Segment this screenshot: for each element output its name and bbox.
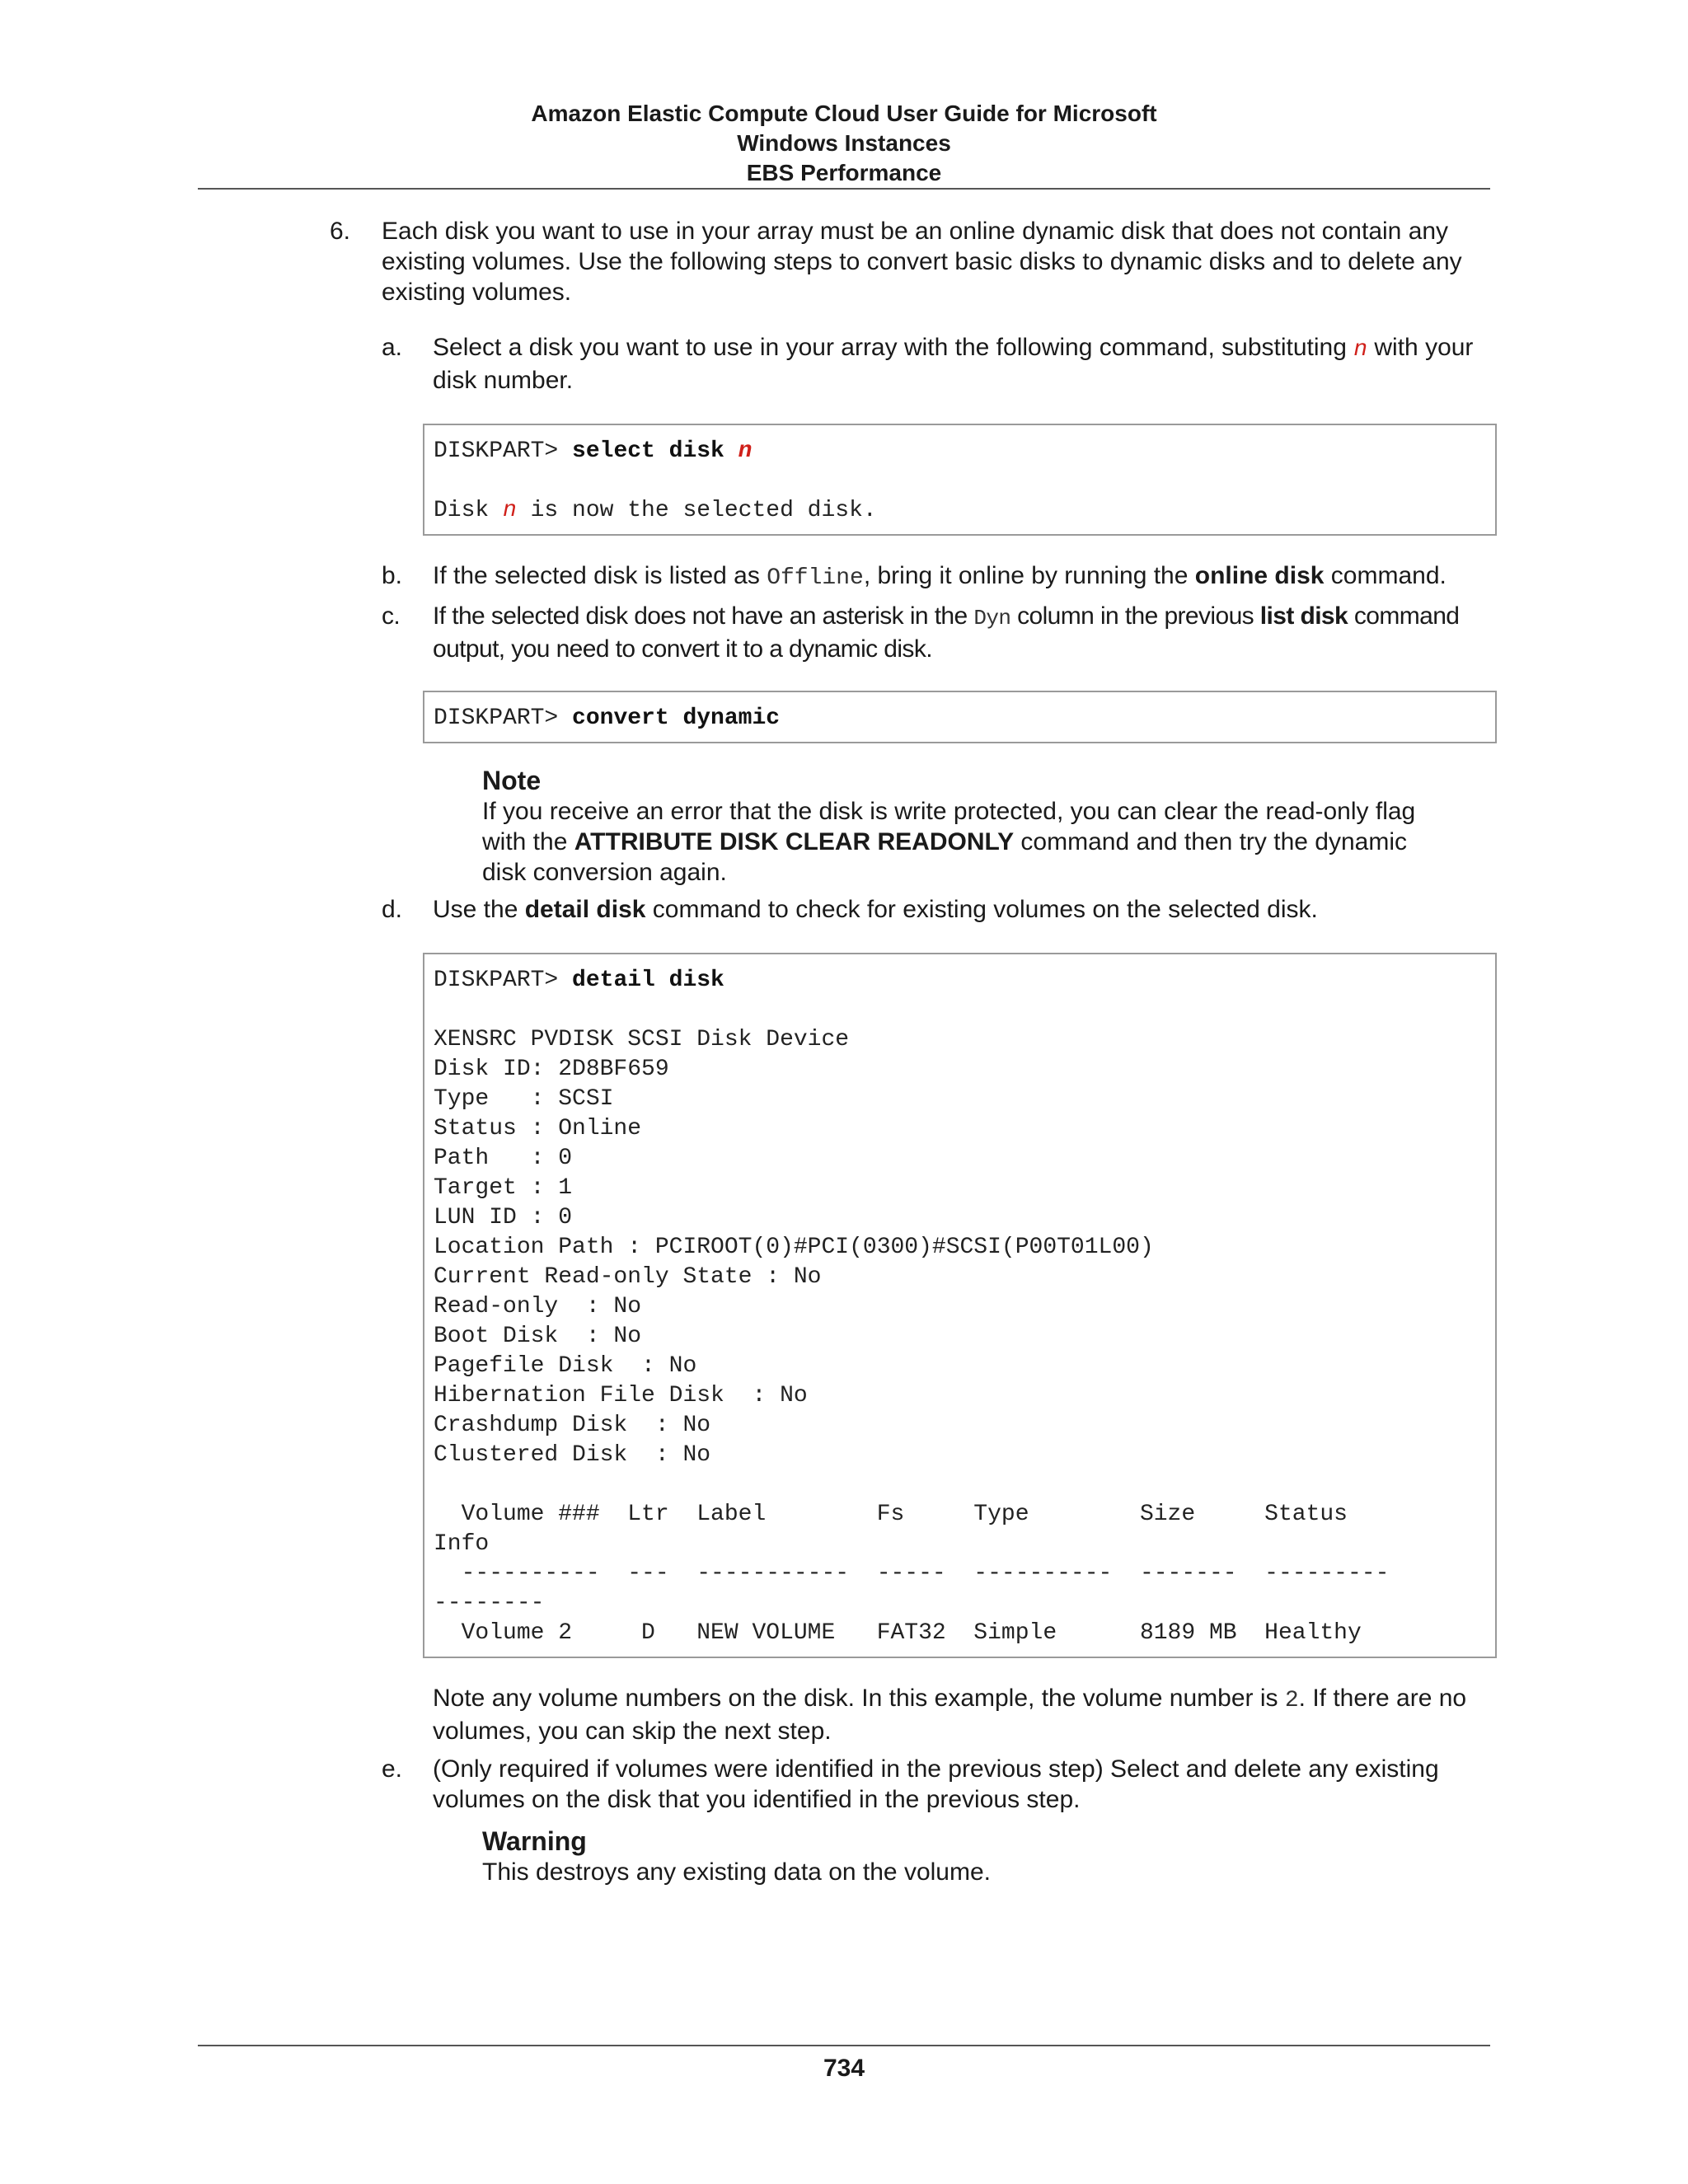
step-a-text xyxy=(433,332,1500,396)
step-a-text-before: Select a disk you want to use in your array with the following command, substituting xyxy=(433,334,1354,361)
step-c-marker: c. xyxy=(382,602,401,630)
code-output-line: Location Path : PCIROOT(0)#PCI(0300)#SCSI(P00T01L00) xyxy=(434,1235,1154,1260)
step-6 xyxy=(330,216,1500,307)
code-output-line: LUN ID : 0 xyxy=(434,1205,573,1230)
header-title-line1: Amazon Elastic Compute Cloud User Guide for Microsoft xyxy=(531,101,1157,126)
step-d-after-code-word: 2 xyxy=(1284,1688,1299,1713)
code-output-line: Type : SCSI xyxy=(434,1086,614,1112)
step-d xyxy=(330,894,1500,925)
warning-callout xyxy=(482,1825,1455,1887)
code-output-line: Pagefile Disk : No xyxy=(434,1353,697,1379)
header-divider xyxy=(198,188,1490,190)
header-section-title: EBS Performance xyxy=(746,160,942,185)
step-b xyxy=(330,560,1500,593)
code-output-line: Target : 1 xyxy=(434,1175,573,1201)
code-output-after: is now the selected disk. xyxy=(516,498,877,523)
step-d-after-text-after: . If there are no volumes, you can skip the next step. xyxy=(433,1685,1467,1745)
code-output-line: Clustered Disk : No xyxy=(434,1442,711,1468)
step-b-text-after: command. xyxy=(1324,562,1447,589)
main-content xyxy=(330,216,1500,1887)
code-output-var: n xyxy=(503,498,517,523)
step-d-followup xyxy=(330,1683,1500,1746)
code-block-detail-disk xyxy=(423,953,1497,1658)
step-b-code-word: Offline xyxy=(767,565,864,591)
step-c-code-word: Dyn xyxy=(973,606,1011,630)
step-c-bold-word: list disk xyxy=(1259,602,1348,630)
warning-text: This destroys any existing data on the volume. xyxy=(482,1858,991,1886)
code-block-select-disk xyxy=(423,424,1497,536)
volume-table-header-wrap: Info xyxy=(434,1531,490,1557)
step-a xyxy=(330,332,1500,396)
step-d-text-before: Use the xyxy=(433,896,525,923)
step-e-marker: e. xyxy=(382,1755,403,1783)
code-command-var: n xyxy=(738,438,753,464)
code-line-output xyxy=(434,496,1487,526)
code-output-line: Current Read-only State : No xyxy=(434,1264,822,1290)
step-e xyxy=(330,1754,1500,1815)
step-d-bold-word: detail disk xyxy=(524,896,646,923)
code-command: detail disk xyxy=(572,968,724,993)
code-block-convert-dynamic xyxy=(423,691,1497,743)
step-d-after-text-before: Note any volume numbers on the disk. In this example, the volume number is xyxy=(433,1685,1285,1712)
code-line-command xyxy=(434,704,1487,733)
step-d-text xyxy=(433,894,1500,925)
code-output-line: XENSRC PVDISK SCSI Disk Device xyxy=(434,1027,850,1052)
code-command: convert dynamic xyxy=(572,705,781,731)
code-line-command xyxy=(434,966,1487,996)
code-output-line: Hibernation File Disk : No xyxy=(434,1383,808,1408)
code-prompt: DISKPART> xyxy=(434,438,573,464)
note-callout xyxy=(482,765,1455,888)
step-d-text-after: command to check for existing volumes on the selected disk. xyxy=(645,896,1318,923)
note-title: Note xyxy=(482,766,542,795)
step-6-text: Each disk you want to use in your array must be an online dynamic disk that does not contain any existing volumes. Use the following steps to convert basic disks to dynamic disks and to delete any existing volumes. xyxy=(382,218,1462,306)
code-output-line: Read-only : No xyxy=(434,1294,642,1319)
step-c-text-before: If the selected disk does not have an asterisk in the xyxy=(433,602,974,630)
page-header xyxy=(0,99,1688,188)
code-output-line: Status : Online xyxy=(434,1116,642,1141)
code-output-line: Disk ID: 2D8BF659 xyxy=(434,1057,669,1082)
code-blank-line xyxy=(434,1470,1487,1500)
step-c xyxy=(330,601,1500,664)
code-output-line: Boot Disk : No xyxy=(434,1324,642,1349)
code-output-before: Disk xyxy=(434,498,504,523)
step-a-text-after: with your disk number. xyxy=(433,334,1474,394)
code-line-command xyxy=(434,437,1487,466)
step-b-text xyxy=(433,560,1500,593)
volume-table-row: Volume 2 D NEW VOLUME FAT32 Simple 8189 MB Healthy xyxy=(434,1620,1362,1646)
note-bold-word: ATTRIBUTE DISK CLEAR READONLY xyxy=(574,828,1015,855)
step-c-text-middle: column in the previous xyxy=(1010,602,1260,630)
step-a-marker: a. xyxy=(382,334,403,361)
note-text xyxy=(482,796,1455,888)
step-b-marker: b. xyxy=(382,562,403,589)
code-output-line: Crashdump Disk : No xyxy=(434,1413,711,1438)
note-text-before: If you receive an error that the disk is write protected, you can clear the read-only flag with the xyxy=(482,798,1416,855)
volume-table-header: Volume ### Ltr Label Fs Type Size Status xyxy=(434,1502,1348,1527)
warning-title: Warning xyxy=(482,1826,587,1856)
header-title-line2: Windows Instances xyxy=(737,130,951,156)
code-output-line: Path : 0 xyxy=(434,1146,573,1171)
step-b-text-middle: , bring it online by running the xyxy=(863,562,1195,589)
code-prompt: DISKPART> xyxy=(434,705,573,731)
step-e-text: (Only required if volumes were identified in the previous step) Select and delete any existing volumes on the disk that you identified in the previous step. xyxy=(433,1755,1439,1813)
step-b-text-before: If the selected disk is listed as xyxy=(433,562,767,589)
page-number: 734 xyxy=(823,2055,865,2082)
step-d-marker: d. xyxy=(382,896,403,923)
note-text-after: command and then try the dynamic disk conversion again. xyxy=(482,828,1408,886)
step-a-var: n xyxy=(1353,337,1368,363)
code-command: select disk xyxy=(572,438,738,464)
volume-table-separator: ---------- --- ----------- ----- ---------- ------- --------- xyxy=(434,1561,1390,1586)
step-6-marker: 6. xyxy=(330,218,351,245)
code-blank-line xyxy=(434,996,1487,1025)
step-b-bold-word: online disk xyxy=(1194,562,1325,589)
footer-divider xyxy=(198,2045,1490,2046)
code-prompt: DISKPART> xyxy=(434,968,573,993)
volume-table-separator-wrap: -------- xyxy=(434,1591,545,1616)
step-c-text-after: command output, you need to convert it to a dynamic disk. xyxy=(433,602,1460,663)
code-blank-line xyxy=(434,466,1487,496)
step-c-text xyxy=(433,601,1500,664)
